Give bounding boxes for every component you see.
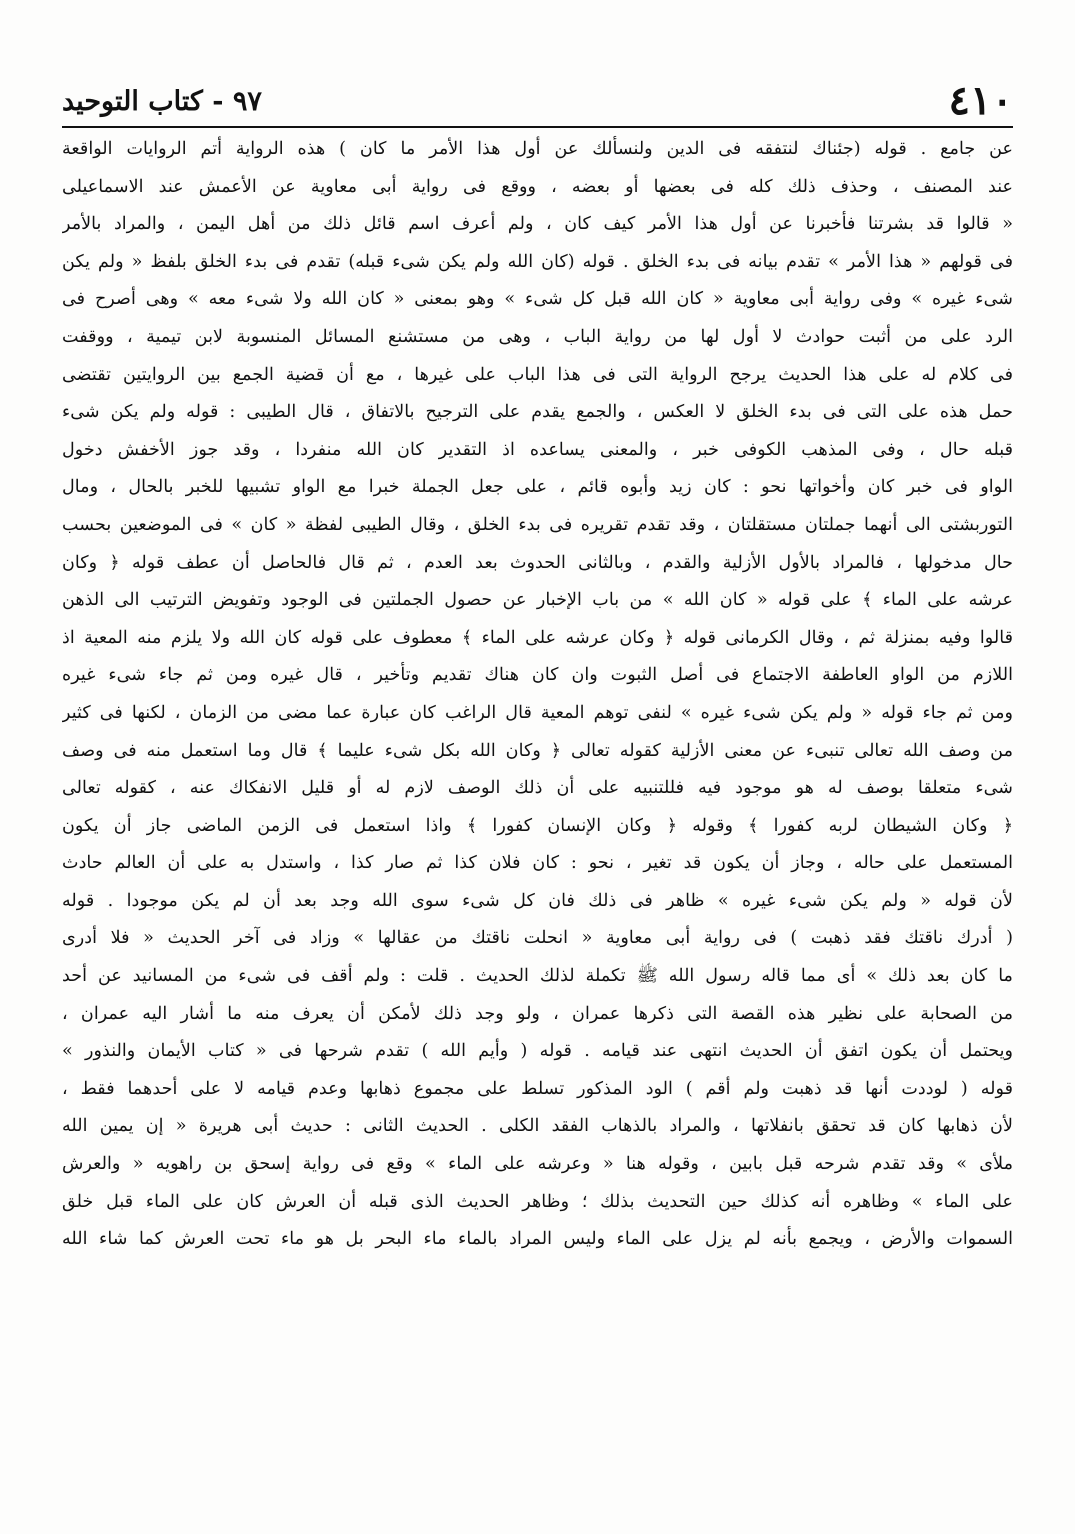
text-line: السموات والأرض ، ويجمع بأنه لم يزل على الماء وليس المراد بالماء ماء البحر بل هو ماء تحت العرش كما شاء الله (62, 1229, 1013, 1250)
text-line: شىء متعلقا بوصف له هو موجود فيه فللتنبيه على أن ذلك الوصف لازم له أو قليل الانفكاك عنه ، كقوله تعالى (62, 778, 1013, 799)
body-text (62, 131, 1013, 1259)
text-line: من وصف الله تعالى تنبىء عن معنى الأزلية كقوله تعالى ﴿ وكان الله بكل شىء عليما ﴾ قال وما استعمل منه فى وصف (62, 740, 1013, 761)
text-line: حمل هذه على التى فى بدء الخلق لا العكس ، والجمع يقدم على الترجيح بالاتفاق ، قال الطيبى : قوله ولم يكن شىء (62, 402, 1013, 423)
text-line: على الماء » وظاهره أنه كذلك حين التحديث بذلك ؛ وظاهر الحديث الذى قبله أن العرش كان على الماء قبل خلق (62, 1191, 1013, 1212)
text-line: اللازم من الواو العاطفة الاجتماع فى أصل الثبوت وان كان هناك تقديم وتأخير ، قال غيره ومن ثم جاء شىء غيره (62, 665, 1013, 686)
text-line: الرد على من أثبت حوادث لا أول لها من رواية الباب ، وهى من مستشنع المسائل المنسوبة لابن تيمية ، ووقفت (62, 326, 1013, 347)
text-line: شىء غيره » وفى رواية أبى معاوية « كان الله قبل كل شىء » وهو بمعنى « كان الله ولا شىء معه » وهى أصرح فى (62, 289, 1013, 310)
text-line: لأن ذهابها كان قد تحقق بانفلاتها ، والمراد بالذهاب الفقد الكلى . الحديث الثانى : حديث أبى هريرة « إن يمين الله (62, 1116, 1013, 1137)
text-line: حال مدخولها ، فالمراد بالأول الأزلية والقدم ، وبالثانى الحدوث بعد العدم ، ثم قال فالحاصل أن عطف قوله ﴿ وكان (62, 552, 1013, 573)
text-line: قالوا وفيه بمنزلة ثم ، وقال الكرمانى قوله ﴿ وكان عرشه على الماء ﴾ معطوف على قوله كان الله ولا يلزم منه المعية اذ (62, 627, 1013, 648)
text-line: الواو فى خبر كان وأخواتها نحو : كان زيد وأبوه قائم ، على جعل الجملة خبرا مع الواو تشبيها للخبر بالحال ، ومال (62, 477, 1013, 498)
text-line: ( أدرك ناقتك فقد ذهبت ) فى رواية أبى معاوية « انحلت ناقتك من عقالها » وزاد فى آخر الحديث « فلا أدرى (62, 928, 1013, 949)
text-line: ﴿ وكان الشيطان لربه كفورا ﴾ وقوله ﴿ وكان الإنسان كفورا ﴾ واذا استعمل فى الزمن الماضى جاز أن يكون (62, 815, 1013, 836)
text-line: من الصحابة على نظير هذه القصة التى ذكرها عمران ، ولو وجد ذلك لأمكن أن يعرف منه ما أشار اليه عمران ، (62, 1003, 1013, 1024)
text-line: ما كان بعد ذلك » أى مما قاله رسول الله ﷺ تكملة لذلك الحديث . قلت : ولم أقف فى شىء من المسانيد عن أحد (62, 966, 1013, 987)
text-line: لأن قوله « ولم يكن شىء غيره » ظاهر فى ذلك فان كل شىء سوى الله وجد بعد أن لم يكن موجودا . قوله (62, 890, 1013, 911)
text-line: ملأى » وقد تقدم شرحه قبل بابين ، وقوله هنا « وعرشه على الماء » وقع فى رواية إسحق بن راهويه « والعرش (62, 1154, 1013, 1175)
header-rule (62, 126, 1013, 128)
text-line: عرشه على الماء ﴾ على قوله « كان الله » من باب الإخبار عن حصول الجملتين فى الوجود وتفويض الترتيب الى الذهن (62, 590, 1013, 611)
text-line: ومن ثم جاء قوله « ولم يكن شىء غيره » لنفى توهم المعية قال الراغب كان عبارة عما مضى من الزمان ، لكنها فى كثير (62, 702, 1013, 723)
page-header (62, 78, 1013, 124)
text-line: عند المصنف ، وحذف ذلك كله فى بعضها أو بعضه ، ووقع فى رواية أبى معاوية عن الأعمش عند الاسماعيلى (62, 176, 1013, 197)
text-line: قبله حال ، وفى المذهب الكوفى خبر ، والمعنى يساعده اذ التقدير كان الله منفردا ، وقد جوز الأخفش دخول (62, 439, 1013, 460)
text-line: ويحتمل أن يكون اتفق أن الحديث انتهى عند قيامه . قوله ( وأيم الله ) تقدم شرحها فى « كتاب الأيمان والنذور » (62, 1041, 1013, 1062)
text-line: فى قولهم « هذا الأمر » تقدم بيانه فى بدء الخلق . قوله (كان الله ولم يكن شىء قبله) تقدم فى بدء الخلق بلفظ « ولم يكن (62, 251, 1013, 272)
text-line: المستعمل على حاله ، وجاز أن يكون قد تغير ، نحو : كان فلان كذا ثم صار كذا ، واستدل به على أن العالم حادث (62, 853, 1013, 874)
text-line: « قالوا قد بشرتنا فأخبرنا عن أول هذا الأمر كيف كان ، ولم أعرف اسم قائل ذلك من أهل اليمن ، والمراد بالأمر (62, 214, 1013, 235)
text-line: قوله ( لوددت أنها قد ذهبت ولم أقم ) الود المذكور تسلط على مجموع ذهابها وعدم قيامه لا على أحدهما فقط ، (62, 1078, 1013, 1099)
text-line: التوربشتى الى أنهما جملتان مستقلتان ، وقد تقدم تقريره فى بدء الخلق ، وقال الطيبى لفظة « كان » فى الموضعين بحسب (62, 514, 1013, 535)
page-number: ٤١٠ (948, 77, 1013, 124)
running-title: ٩٧ - كتاب التوحيد (62, 86, 262, 117)
text-line: فى كلام له على هذا الحديث يرجح الرواية التى فى هذا الباب على غيرها ، مع أن قضية الجمع بين الروايتين تقتضى (62, 364, 1013, 385)
text-line: عن جامع . قوله (جئناك لنتفقه فى الدين ولنسألك عن أول هذا الأمر ما كان ) هذه الرواية أتم الروايات الواقعة (62, 139, 1013, 159)
